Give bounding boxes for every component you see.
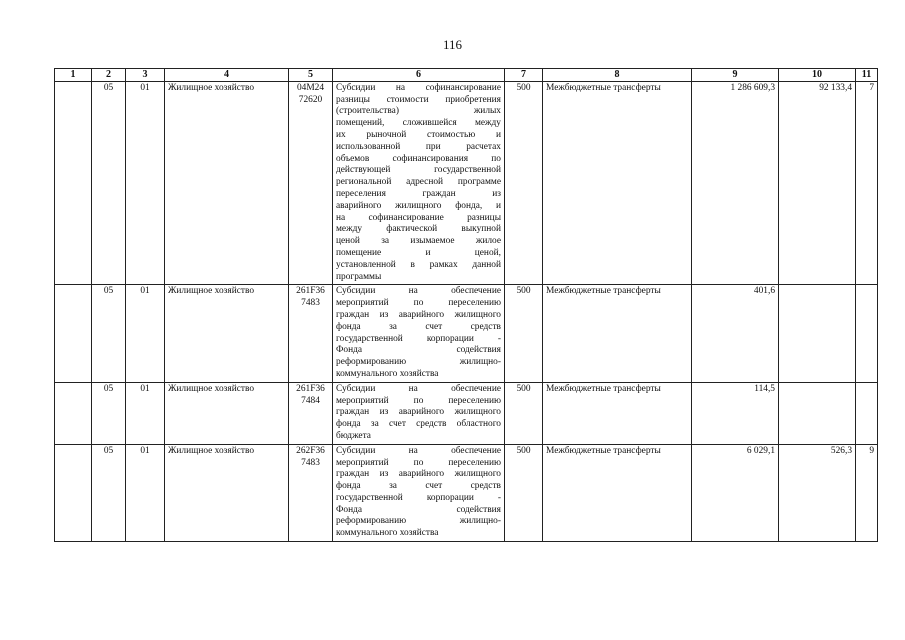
description-line: бюджета bbox=[336, 430, 371, 441]
cell-expense-type-name: Межбюджетные трансферты bbox=[543, 444, 692, 541]
cell-target-code bbox=[289, 81, 333, 285]
description-line: государственной корпорации - bbox=[336, 333, 501, 344]
col-header: 2 bbox=[92, 69, 126, 82]
col-header: 6 bbox=[333, 69, 505, 82]
target-code-part2: 72620 bbox=[298, 94, 323, 105]
description-line: аварийного жилищного фонда, и bbox=[336, 200, 501, 211]
col-header: 5 bbox=[289, 69, 333, 82]
cell-col11 bbox=[856, 382, 878, 444]
table-row bbox=[55, 382, 878, 444]
cell-target-code bbox=[289, 382, 333, 444]
cell-section-name: Жилищное хозяйство bbox=[165, 382, 289, 444]
cell-col1 bbox=[55, 285, 92, 382]
description-line: помещение и ценой, bbox=[336, 247, 501, 258]
cell-expense-type-code: 500 bbox=[505, 382, 543, 444]
description-line: (строительства) жилых bbox=[336, 106, 501, 117]
page-number: 116 bbox=[442, 37, 463, 52]
cell-expense-type-name: Межбюджетные трансферты bbox=[543, 382, 692, 444]
cell-description bbox=[333, 444, 505, 541]
description-line: Субсидии на обеспечение bbox=[336, 383, 501, 394]
description-line: фонда за счет средств bbox=[336, 321, 501, 332]
cell-section-name: Жилищное хозяйство bbox=[165, 285, 289, 382]
budget-table bbox=[54, 68, 878, 542]
description-line: мероприятий по переселению bbox=[336, 298, 501, 309]
description-line: граждан из аварийного жилищного bbox=[336, 407, 501, 418]
cell-section-name: Жилищное хозяйство bbox=[165, 444, 289, 541]
cell-col11: 9 bbox=[856, 444, 878, 541]
cell-section: 05 bbox=[92, 81, 126, 285]
description-line: использованной при расчетах bbox=[336, 141, 501, 152]
table-row bbox=[55, 81, 878, 285]
cell-col11 bbox=[856, 285, 878, 382]
cell-subsection: 01 bbox=[126, 81, 165, 285]
cell-expense-type-code: 500 bbox=[505, 81, 543, 285]
cell-subsection: 01 bbox=[126, 444, 165, 541]
description-line: установленной в рамках данной bbox=[336, 259, 501, 270]
cell-section: 05 bbox=[92, 382, 126, 444]
table-body bbox=[55, 81, 878, 541]
table-row bbox=[55, 444, 878, 541]
col-header: 4 bbox=[165, 69, 289, 82]
description-line: региональной адресной программе bbox=[336, 177, 501, 188]
description-line: граждан из аварийного жилищного bbox=[336, 469, 501, 480]
description-line: граждан из аварийного жилищного bbox=[336, 309, 501, 320]
col-header: 7 bbox=[505, 69, 543, 82]
description-line: государственной корпорации - bbox=[336, 492, 501, 503]
cell-target-code bbox=[289, 285, 333, 382]
cell-description bbox=[333, 81, 505, 285]
description-line: коммунального хозяйства bbox=[336, 528, 439, 539]
description-line: Субсидии на софинансирование bbox=[336, 82, 501, 93]
cell-expense-type-name: Межбюджетные трансферты bbox=[543, 81, 692, 285]
description-line: Субсидии на обеспечение bbox=[336, 286, 501, 297]
cell-amount-col10: 92 133,4 bbox=[779, 81, 856, 285]
target-code-part1: 04М24 bbox=[296, 82, 325, 93]
col-header: 9 bbox=[692, 69, 779, 82]
cell-amount-col10 bbox=[779, 285, 856, 382]
target-code-part2: 7483 bbox=[301, 457, 320, 468]
description-line: мероприятий по переселению bbox=[336, 457, 501, 468]
col-header: 11 bbox=[856, 69, 878, 82]
cell-amount-col10 bbox=[779, 382, 856, 444]
cell-description bbox=[333, 382, 505, 444]
target-code-part1: 262F36 bbox=[296, 445, 325, 456]
cell-col1 bbox=[55, 444, 92, 541]
target-code-part2: 7484 bbox=[301, 395, 320, 406]
cell-section: 05 bbox=[92, 285, 126, 382]
description-line: на софинансирование разницы bbox=[336, 212, 501, 223]
cell-subsection: 01 bbox=[126, 382, 165, 444]
description-line: мероприятий по переселению bbox=[336, 395, 501, 406]
description-line: фонда за счет средств bbox=[336, 481, 501, 492]
cell-amount-col10: 526,3 bbox=[779, 444, 856, 541]
cell-amount-col9: 401,6 bbox=[692, 285, 779, 382]
description-line: реформированию жилищно- bbox=[336, 357, 501, 368]
col-header: 8 bbox=[543, 69, 692, 82]
cell-col1 bbox=[55, 382, 92, 444]
target-code-part1: 261F36 bbox=[296, 286, 325, 297]
description-line: действующей государственной bbox=[336, 165, 501, 176]
table-row bbox=[55, 285, 878, 382]
description-line: их рыночной стоимостью и bbox=[336, 129, 501, 140]
cell-section-name: Жилищное хозяйство bbox=[165, 81, 289, 285]
description-line: Субсидии на обеспечение bbox=[336, 445, 501, 456]
description-line: помещений, сложившейся между bbox=[336, 118, 501, 129]
target-code-part2: 7483 bbox=[301, 298, 320, 309]
cell-amount-col9: 114,5 bbox=[692, 382, 779, 444]
description-line: объемов софинансирования по bbox=[336, 153, 501, 164]
col-header: 3 bbox=[126, 69, 165, 82]
cell-subsection: 01 bbox=[126, 285, 165, 382]
description-line: переселения граждан из bbox=[336, 188, 501, 199]
description-line: ценой за изымаемое жилое bbox=[336, 236, 501, 247]
description-line: программы bbox=[336, 271, 382, 282]
col-header: 10 bbox=[779, 69, 856, 82]
cell-col11: 7 bbox=[856, 81, 878, 285]
cell-amount-col9: 6 029,1 bbox=[692, 444, 779, 541]
cell-section: 05 bbox=[92, 444, 126, 541]
header-row bbox=[55, 69, 878, 82]
description-line: коммунального хозяйства bbox=[336, 368, 439, 379]
description-line: Фонда содействия bbox=[336, 345, 501, 356]
target-code-part1: 261F36 bbox=[296, 383, 325, 394]
cell-expense-type-code: 500 bbox=[505, 285, 543, 382]
description-line: разницы стоимости приобретения bbox=[336, 94, 501, 105]
cell-description bbox=[333, 285, 505, 382]
cell-expense-type-name: Межбюджетные трансферты bbox=[543, 285, 692, 382]
cell-amount-col9: 1 286 609,3 bbox=[692, 81, 779, 285]
cell-expense-type-code: 500 bbox=[505, 444, 543, 541]
cell-target-code bbox=[289, 444, 333, 541]
col-header: 1 bbox=[55, 69, 92, 82]
description-line: Фонда содействия bbox=[336, 504, 501, 515]
cell-col1 bbox=[55, 81, 92, 285]
description-line: реформированию жилищно- bbox=[336, 516, 501, 527]
description-line: фонда за счет средств областного bbox=[336, 419, 501, 430]
description-line: между фактической выкупной bbox=[336, 224, 501, 235]
